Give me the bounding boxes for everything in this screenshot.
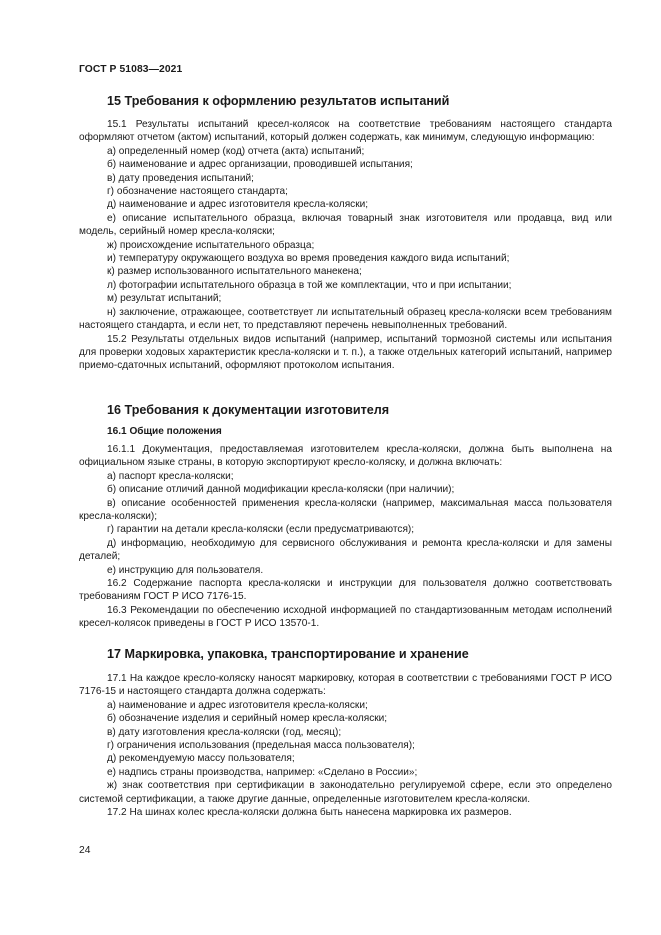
list-item: б) описание отличий данной модификации кресла-коляски (при наличии); xyxy=(107,484,455,496)
paragraph-17-1: 17.1 На каждое кресло-коляску наносят маркировку, которая в соответствии с требованиями ГОСТ Р ИСО 7176-15 и настоящего стандарта должна содержать: xyxy=(79,673,612,698)
list-item: ж) знак соответствия при сертификации в законодательно регулируемой сфере, если это определено системой сертификации, а также другие данные, определенные изготовителем кресла-коляски. xyxy=(79,780,612,805)
list-item: е) надпись страны производства, например: «Сделано в России»; xyxy=(107,766,418,778)
list-item: г) гарантии на детали кресла-коляски (если предусматриваются); xyxy=(107,524,415,536)
list-item: и) температуру окружающего воздуха во время проведения каждого вида испытаний; xyxy=(107,253,510,265)
paragraph-15-2: 15.2 Результаты отдельных видов испытаний (например, испытаний тормозной системы или испытания для проверки ходовых характеристик кресла-коляски и т. п.), а также отдельных категорий испытаний, например приемо-сдаточных испытаний, оформляют протоколом испытания. xyxy=(79,333,612,372)
paragraph-17-2: 17.2 На шинах колес кресла-коляски должна быть нанесена маркировка их размеров. xyxy=(107,807,512,819)
paragraph-16-3: 16.3 Рекомендации по обеспечению исходной информацией по стандартизованным методам исполнений кресел-колясок приведены в ГОСТ Р ИСО 13570-1. xyxy=(79,604,612,630)
list-item: г) ограничения использования (предельная масса пользователя); xyxy=(107,740,415,752)
list-item: ж) происхождение испытательного образца; xyxy=(107,239,315,251)
list-item: а) определенный номер (код) отчета (акта) испытаний; xyxy=(107,145,365,157)
list-item: в) дату проведения испытаний; xyxy=(107,172,254,184)
list-item: д) наименование и адрес изготовителя кресла-коляски; xyxy=(107,199,369,211)
section-17-title: 17 Маркировка, упаковка, транспортирование и хранение xyxy=(107,647,469,661)
list-item: к) размер использованного испытательного манекена; xyxy=(107,266,362,278)
list-item: е) описание испытательного образца, включая товарный знак изготовителя или продавца, вид или модель, серийный номер кресла-коляски; xyxy=(79,212,612,238)
section-15-title: 15 Требования к оформлению результатов испытаний xyxy=(107,94,450,108)
section-16-body xyxy=(79,443,612,631)
section-16-title: 16 Требования к документации изготовителя xyxy=(107,403,390,417)
page-number: 24 xyxy=(79,845,91,856)
list-item: н) заключение, отражающее, соответствует ли испытательный образец кресла-коляски всем требованиям настоящего стандарта, и если нет, то представляют перечень невыполненных требований. xyxy=(79,306,612,332)
list-item: в) описание особенностей применения кресла-коляски (например, максимальная масса пользователя кресла-коляски); xyxy=(79,497,612,523)
list-item: д) рекомендуемую массу пользователя; xyxy=(107,753,295,765)
list-item: г) обозначение настоящего стандарта; xyxy=(107,186,288,198)
paragraph-16-2: 16.2 Содержание паспорта кресла-коляски и инструкции для пользователя должно соответствовать требованиям ГОСТ Р ИСО 7176-15. xyxy=(79,578,612,603)
list-item: б) наименование и адрес организации, проводившей испытания; xyxy=(107,159,413,171)
list-item: е) инструкцию для пользователя. xyxy=(107,564,264,576)
list-item: л) фотографии испытательного образца в той же комплектации, что и при испытании; xyxy=(107,279,512,291)
list-item: а) наименование и адрес изготовителя кресла-коляски; xyxy=(107,699,368,711)
list-item: б) обозначение изделия и серийный номер кресла-коляски; xyxy=(107,713,388,725)
section-15-body xyxy=(79,118,612,373)
standard-code: ГОСТ Р 51083—2021 xyxy=(79,64,183,75)
list-item: м) результат испытаний; xyxy=(107,293,222,305)
list-item: д) информацию, необходимую для сервисного обслуживания и ремонта кресла-коляски и для замены деталей; xyxy=(79,537,612,563)
subsection-16-1-title: 16.1 Общие положения xyxy=(107,426,222,437)
list-item: а) паспорт кресла-коляски; xyxy=(107,470,234,482)
paragraph-15-1: 15.1 Результаты испытаний кресел-колясок на соответствие требованиям настоящего стандарта оформляют отчетом (актом) испытаний, который должен содержать, как минимум, следующую информацию: xyxy=(79,119,612,144)
section-17-body xyxy=(79,672,612,819)
list-item: в) дату изготовления кресла-коляски (год, месяц); xyxy=(107,726,342,738)
paragraph-16-1-1: 16.1.1 Документация, предоставляемая изготовителем кресла-коляски, должна быть выполнена на официальном языке страны, в которую экспортируют кресло-коляску, и должна включать: xyxy=(79,444,612,469)
